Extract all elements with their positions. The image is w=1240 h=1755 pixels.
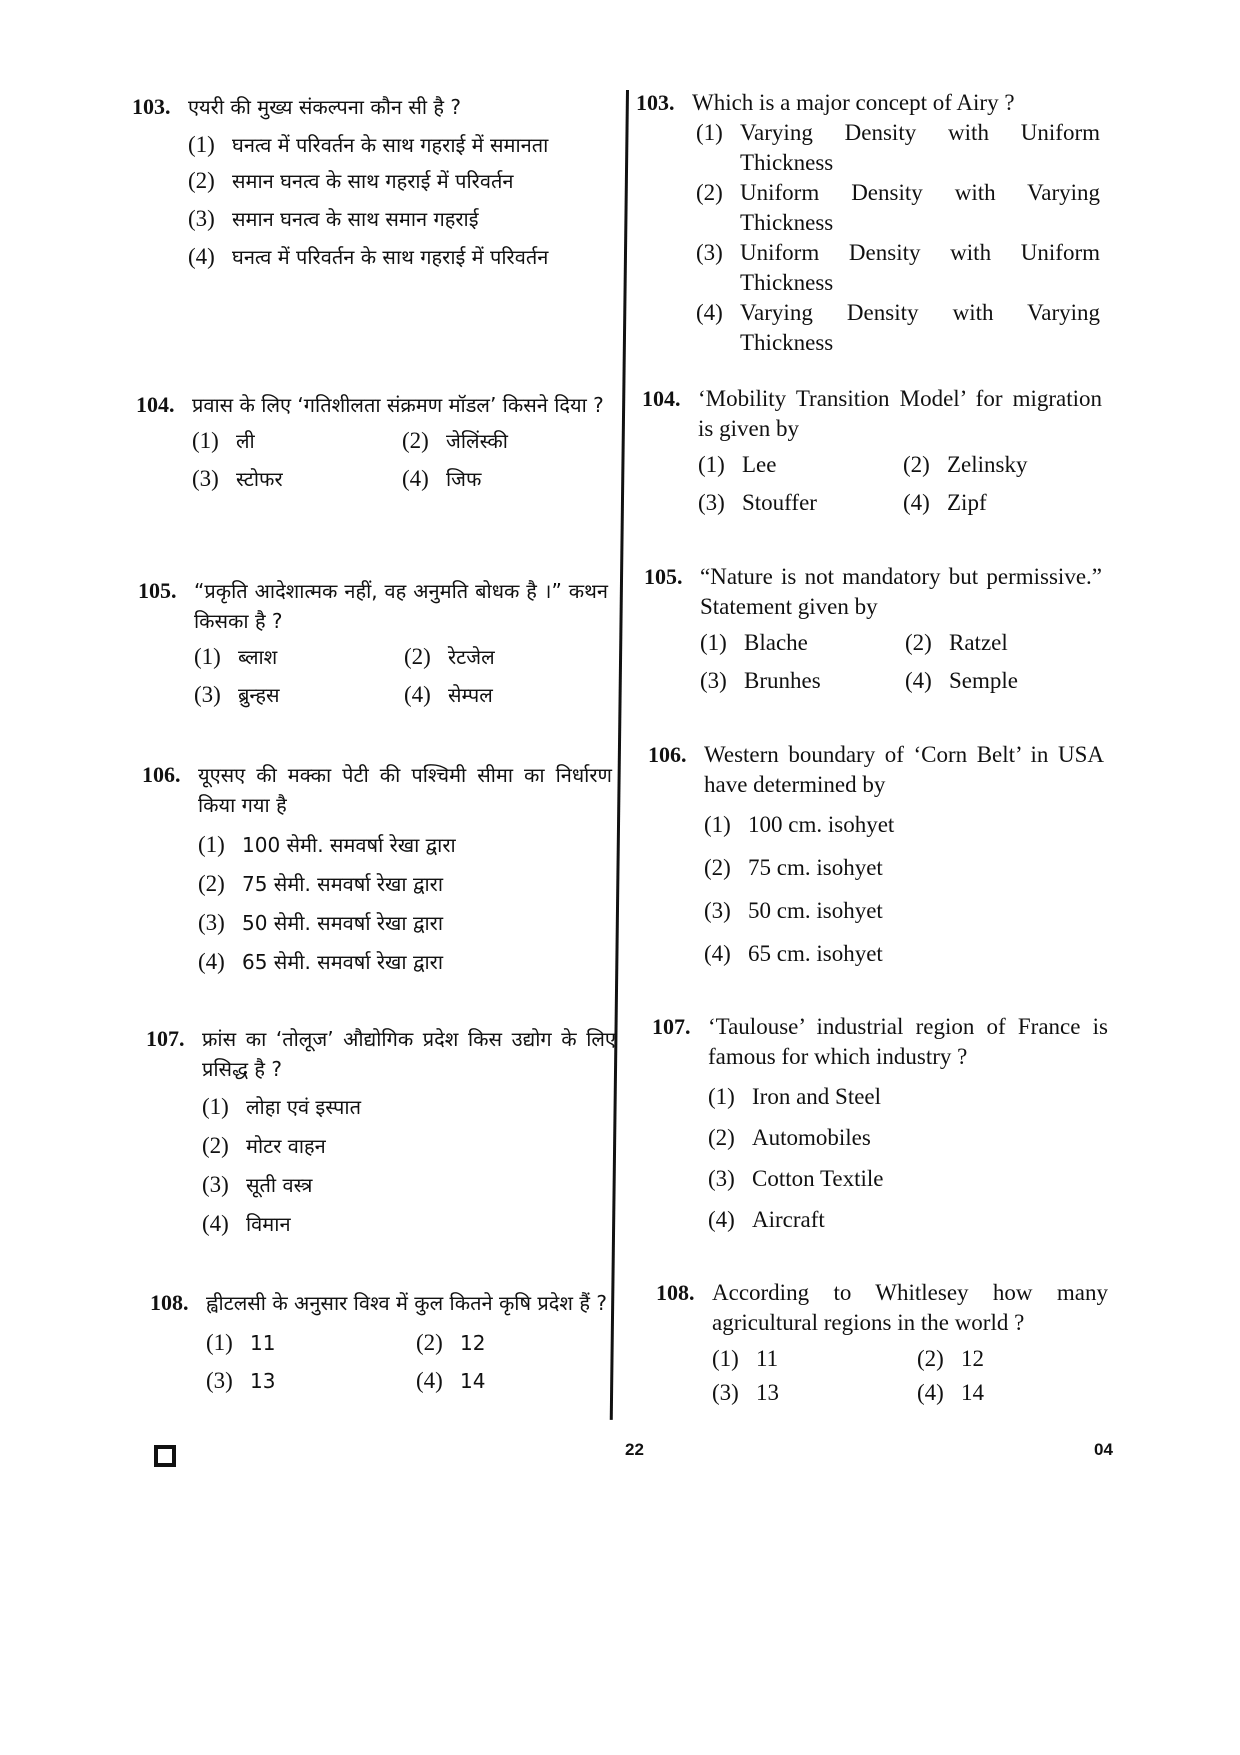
option-4[interactable]: (4) सेम्पल [404,682,493,707]
question-text: According to Whitlesey how many agricultural regions in the world ? [712,1280,1108,1335]
question-number: 107. [146,1026,185,1051]
question-number: 105. [138,578,177,603]
page-number: 22 [625,1440,644,1459]
option-2[interactable]: (2) 12 [416,1330,486,1355]
question-103-english [636,88,1100,358]
option-1[interactable]: (1) ली [192,428,255,453]
option-1[interactable]: (1) 100 सेमी. समवर्षा रेखा द्वारा [198,832,456,857]
option-3[interactable]: (3) Stouffer [698,490,817,515]
question-text: प्रवास के लिए ‘गतिशीलता संक्रमण मॉडल’ किसने दिया ? [192,393,604,417]
question-number: 108. [150,1290,189,1315]
options-list [198,830,612,977]
question-103-hindi [132,92,602,272]
question-text: यूएसए की मक्का पेटी की पश्चिमी सीमा का निर्धारण किया गया है [198,763,612,817]
option-2[interactable]: (2) Uniform Density with Varying Thickness [696,180,1100,235]
option-3[interactable]: (3) 13 [206,1368,276,1393]
question-number: 106. [648,742,687,767]
question-number: 103. [636,90,675,115]
set-code: 04 [1094,1440,1113,1459]
option-2[interactable]: (2) मोटर वाहन [202,1133,326,1158]
question-text: ‘Mobility Transition Model’ for migration is given by [698,386,1102,441]
question-108-english [656,1278,1108,1408]
question-number: 105. [644,564,683,589]
option-4[interactable]: (4) घनत्व में परिवर्तन के साथ गहराई में परिवर्तन [188,244,549,269]
question-number: 106. [142,762,181,787]
option-4[interactable]: (4) जिफ [402,466,482,491]
option-1[interactable]: (1) 11 [712,1346,779,1371]
options-grid [698,450,1102,518]
option-1[interactable]: (1) घनत्व में परिवर्तन के साथ गहराई में समानता [188,132,549,157]
question-106-english [648,740,1104,969]
question-number: 103. [132,94,171,119]
option-2[interactable]: (2) 75 सेमी. समवर्षा रेखा द्वारा [198,871,443,896]
question-105-hindi [138,576,608,710]
question-number: 104. [642,386,681,411]
option-4[interactable]: (4) विमान [202,1211,291,1236]
options-list [696,118,1100,358]
question-104-english [642,384,1102,518]
option-1[interactable]: (1) 11 [206,1330,276,1355]
question-107-hindi [146,1024,616,1239]
options-grid [712,1344,1108,1408]
option-1[interactable]: (1) Iron and Steel [708,1084,882,1109]
question-106-hindi [142,760,612,977]
question-number: 108. [656,1280,695,1305]
option-4[interactable]: (4) 65 cm. isohyet [704,941,883,966]
option-2[interactable]: (2) 12 [917,1346,984,1371]
options-grid [194,642,608,710]
option-4[interactable]: (4) Zipf [903,490,987,515]
question-105-english [644,562,1102,696]
option-3[interactable]: (3) 50 सेमी. समवर्षा रेखा द्वारा [198,910,443,935]
options-list [708,1082,1108,1235]
question-text: Which is a major concept of Airy ? [692,90,1015,115]
option-1[interactable]: (1) लोहा एवं इस्पात [202,1094,361,1119]
option-3[interactable]: (3) 50 cm. isohyet [704,898,883,923]
question-text: “प्रकृति आदेशात्मक नहीं, वह अनुमति बोधक है ।” कथन किसका है ? [194,579,608,633]
question-text: ‘Taulouse’ industrial region of France is famous for which industry ? [708,1014,1108,1069]
option-4[interactable]: (4) 14 [917,1380,984,1405]
option-3[interactable]: (3) समान घनत्व के साथ समान गहराई [188,206,479,231]
options-grid [700,628,1102,696]
options-grid [206,1328,620,1396]
question-text: फ्रांस का ‘तोलूज’ औद्योगिक प्रदेश किस उद्योग के लिए प्रसिद्ध है ? [202,1027,616,1081]
question-number: 104. [136,392,175,417]
option-3[interactable]: (3) ब्रुन्हस [194,682,280,707]
option-1[interactable]: (1) Varying Density with Uniform Thickness [696,120,1100,175]
question-text: ह्वीटलसी के अनुसार विश्व में कुल कितने कृषि प्रदेश हैं ? [206,1291,607,1315]
square-mark-icon [154,1445,176,1467]
question-text: “Nature is not mandatory but permissive.” Statement given by [700,564,1102,619]
option-4[interactable]: (4) Aircraft [708,1207,825,1232]
option-2[interactable]: (2) समान घनत्व के साथ गहराई में परिवर्तन [188,168,514,193]
question-text: एयरी की मुख्य संकल्पना कौन सी है ? [188,95,461,119]
question-104-hindi [136,390,606,494]
option-3[interactable]: (3) Cotton Textile [708,1166,884,1191]
options-list [704,810,1104,969]
option-1[interactable]: (1) Lee [698,452,777,477]
option-2[interactable]: (2) Zelinsky [903,452,1028,477]
options-list [202,1092,616,1239]
option-4[interactable]: (4) 14 [416,1368,486,1393]
question-107-english [652,1012,1108,1235]
option-2[interactable]: (2) Automobiles [708,1125,871,1150]
option-2[interactable]: (2) Ratzel [905,630,1008,655]
option-1[interactable]: (1) ब्लाश [194,644,278,669]
option-3[interactable]: (3) Brunhes [700,668,821,693]
option-2[interactable]: (2) जेलिंस्की [402,428,508,453]
options-grid [192,426,606,494]
option-2[interactable]: (2) 75 cm. isohyet [704,855,883,880]
option-4[interactable]: (4) Semple [905,668,1018,693]
options-list [188,130,602,272]
question-number: 107. [652,1014,691,1039]
option-3[interactable]: (3) 13 [712,1380,779,1405]
option-4[interactable]: (4) Varying Density with Varying Thickness [696,300,1100,355]
question-text: Western boundary of ‘Corn Belt’ in USA have determined by [704,742,1104,797]
option-3[interactable]: (3) स्टोफर [192,466,283,491]
option-4[interactable]: (4) 65 सेमी. समवर्षा रेखा द्वारा [198,949,443,974]
option-1[interactable]: (1) Blache [700,630,808,655]
question-108-hindi [150,1288,620,1396]
option-3[interactable]: (3) Uniform Density with Uniform Thickness [696,240,1100,295]
option-1[interactable]: (1) 100 cm. isohyet [704,812,895,837]
option-2[interactable]: (2) रेटजेल [404,644,495,669]
option-3[interactable]: (3) सूती वस्त्र [202,1172,313,1197]
